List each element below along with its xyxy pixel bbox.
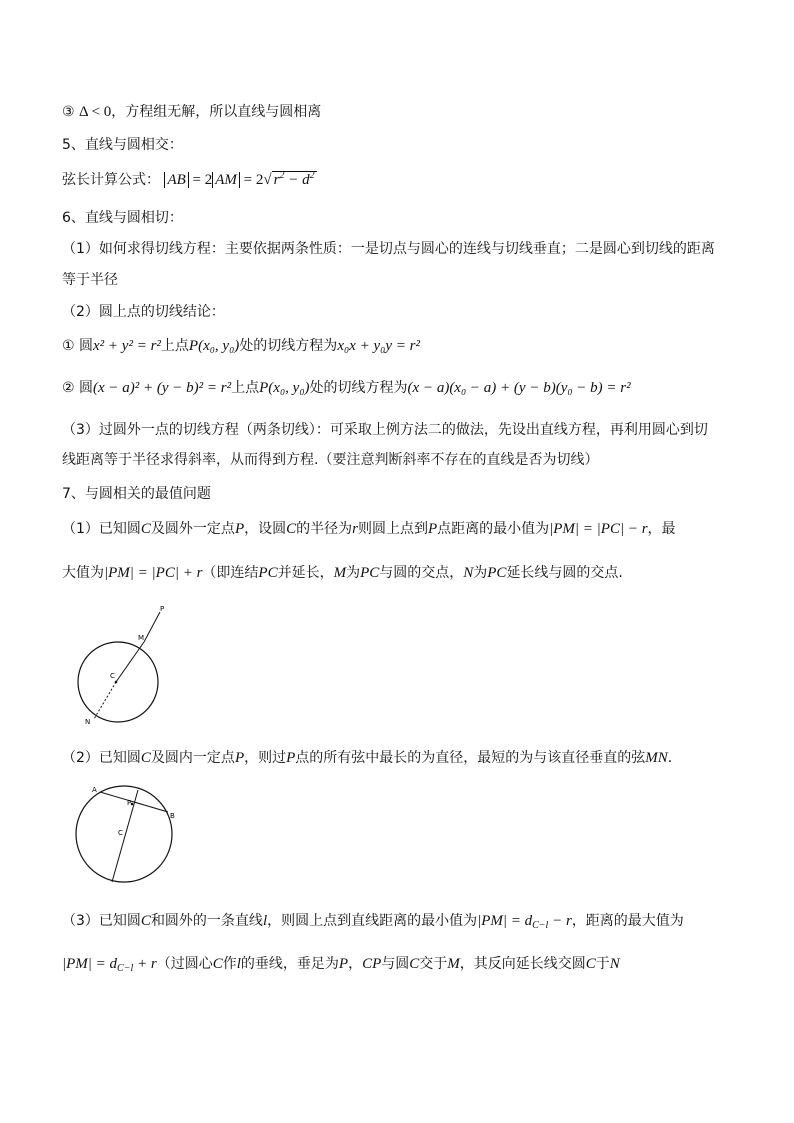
text: ，其反向延长线交圆 xyxy=(459,956,586,972)
math-pc: PC xyxy=(487,565,507,581)
math-r: r xyxy=(352,521,358,537)
marker: ③ xyxy=(62,104,75,120)
math-l: l xyxy=(262,913,268,929)
math-c: C xyxy=(212,956,223,972)
text: 的半径为 xyxy=(296,521,353,537)
text: 及圆内一定点 xyxy=(150,750,235,766)
text: （1）已知圆 xyxy=(62,521,141,537)
math-c: C xyxy=(140,521,151,537)
math-d: d xyxy=(302,172,310,188)
math-max-formula: |PM| = |PC| + r xyxy=(104,565,203,581)
text: （即连结 xyxy=(202,565,259,581)
label-m: M xyxy=(138,634,145,642)
math-c: C xyxy=(140,750,151,766)
math-c: C xyxy=(140,913,151,929)
tangent-result-2 xyxy=(62,379,631,397)
math-min-formula: |PM| = |PC| − r xyxy=(549,521,648,537)
paragraph-tangent-3: （3）过圆外一点的切线方程（两条切线）：可采取上例方法二的做法，先设出直线方程，再利用圆心到切 xyxy=(62,422,708,438)
text: ， xyxy=(348,956,363,972)
math-circle-eq: (x − a)² + (y − b)² = r² xyxy=(93,380,232,396)
paragraph-tangent-1-cont: 等于半径 xyxy=(62,272,118,288)
segment-cn-dashed xyxy=(94,682,116,719)
math-max-formula: |PM| = d xyxy=(62,956,118,972)
text: 和圆外的一条直线 xyxy=(150,913,263,929)
text: 处的切线方程为 xyxy=(309,380,408,396)
text: 上点 xyxy=(160,338,189,354)
paragraph-tangent-2: （2）圆上点的切线结论： xyxy=(62,304,225,320)
math-eq: = 2 xyxy=(239,172,264,188)
label-c: C xyxy=(110,672,115,680)
chord-length-formula xyxy=(62,171,317,191)
sqrt-body: $r^2 - d^2$ xyxy=(273,170,315,188)
marker: ① xyxy=(62,338,75,354)
math-c: C xyxy=(286,521,297,537)
math-m: M xyxy=(333,565,347,581)
text: 处的切线方程为 xyxy=(239,338,338,354)
diameter xyxy=(112,790,138,882)
math-point: P(x₀, y₀) xyxy=(259,380,310,396)
math-pc: PC xyxy=(258,565,278,581)
math-tangent-eq: x₀x + y₀y = r² xyxy=(337,338,420,354)
math-sub: C−l xyxy=(117,963,134,974)
text: 与圆的交点， xyxy=(379,565,464,581)
segment-mc xyxy=(116,642,144,682)
chord-ab xyxy=(100,792,168,812)
math-delta: Δ < 0 xyxy=(79,104,112,120)
math-tangent-eq: (x − a)(x₀ − a) + (y − b)(y₀ − b) = r² xyxy=(407,380,631,396)
label: 弦长计算公式： xyxy=(62,172,160,188)
math-sub: C−l xyxy=(532,920,549,931)
math-l: l xyxy=(236,956,241,972)
math-c: C xyxy=(585,956,596,972)
circle-c xyxy=(76,786,172,882)
math-p: P xyxy=(234,750,245,766)
math-am: AM xyxy=(212,172,240,188)
label-p: P xyxy=(127,799,132,807)
section-5-heading: 5、直线与圆相交： xyxy=(62,137,183,153)
text: 圆 xyxy=(74,380,94,396)
math-n: N xyxy=(463,565,474,581)
extreme-value-2 xyxy=(62,749,672,767)
math-eq: = 2 xyxy=(188,172,213,188)
label-a: A xyxy=(92,786,97,794)
text: 为 xyxy=(346,565,361,581)
math-minus: − xyxy=(284,172,303,188)
math-c: C xyxy=(409,956,420,972)
figure-outer-point xyxy=(72,600,172,728)
math-cp: CP xyxy=(362,956,382,972)
text: ，则过 xyxy=(244,750,287,766)
math-min-formula: |PM| = d xyxy=(477,913,533,929)
text: 为 xyxy=(473,565,488,581)
text: 于 xyxy=(595,956,610,972)
math-pc: PC xyxy=(360,565,380,581)
math-p: P xyxy=(286,750,296,766)
segment-pm xyxy=(144,612,160,642)
circle-c xyxy=(78,642,158,722)
text: 的垂线，垂足为 xyxy=(240,956,339,972)
text: 及圆外一定点 xyxy=(150,521,235,537)
text: . xyxy=(667,750,673,766)
math-ab: AB xyxy=(164,172,188,188)
text: 圆 xyxy=(74,338,94,354)
math-mn: MN xyxy=(645,750,668,766)
math-plus-r: + r xyxy=(133,956,157,972)
text: 大值为 xyxy=(62,565,104,581)
text: 上点 xyxy=(231,380,260,396)
text: （2）已知圆 xyxy=(62,750,141,766)
text: ，设圆 xyxy=(244,521,287,537)
text: ，距离的最大值为 xyxy=(571,913,684,929)
extreme-value-3-cont xyxy=(62,955,620,975)
text: 点的所有弦中最长的为直径，最短的为与该直径垂直的弦 xyxy=(295,750,646,766)
section-6-heading: 6、直线与圆相切： xyxy=(62,210,183,226)
label-n: N xyxy=(85,718,91,726)
paragraph-tangent-1: （1）如何求得切线方程：主要依据两条性质：一是切点与圆心的连线与切线垂直；二是圆心到切线的距离 xyxy=(62,241,715,257)
math-r: r xyxy=(273,172,280,188)
text: ，方程组无解，所以直线与圆相离 xyxy=(111,104,322,120)
line-delta-negative xyxy=(62,103,321,121)
text: 则圆上点到 xyxy=(357,521,428,537)
extreme-value-1-cont xyxy=(62,564,623,582)
sqrt-sign: √ xyxy=(263,172,272,188)
math-m: M xyxy=(447,956,460,972)
text: 延长线与圆的交点. xyxy=(506,565,623,581)
extreme-value-3 xyxy=(62,912,684,932)
figure-inner-point xyxy=(70,782,182,890)
text: 并延长， xyxy=(277,565,334,581)
text: ，最 xyxy=(647,521,676,537)
math-p: P xyxy=(338,956,349,972)
text: （过圆心 xyxy=(156,956,213,972)
text: 作 xyxy=(222,956,237,972)
math-n: N xyxy=(609,956,620,972)
section-7-heading: 7、与圆相关的最值问题 xyxy=(62,486,211,502)
label-p: P xyxy=(160,605,165,613)
text: ，则圆上点到直线距离的最小值为 xyxy=(267,913,478,929)
text: 点距离的最小值为 xyxy=(437,521,550,537)
math-minus-r: − r xyxy=(548,913,572,929)
text: 交于 xyxy=(419,956,448,972)
math-p: P xyxy=(234,521,245,537)
math-circle-eq: x² + y² = r² xyxy=(93,338,161,354)
math-point: P(x₀, y₀) xyxy=(188,338,240,354)
extreme-value-1 xyxy=(62,520,676,538)
text: （3）已知圆 xyxy=(62,913,141,929)
marker: ② xyxy=(62,380,75,396)
paragraph-tangent-3-cont: 线距离等于半径求得斜率，从而得到方程.（要注意判断斜率不存在的直线是否为切线） xyxy=(62,452,599,468)
label-c: C xyxy=(118,829,123,837)
math-p: P xyxy=(427,521,438,537)
label-b: B xyxy=(170,812,175,820)
center-dot xyxy=(115,681,118,684)
tangent-result-1 xyxy=(62,337,420,355)
text: 与圆 xyxy=(381,956,410,972)
